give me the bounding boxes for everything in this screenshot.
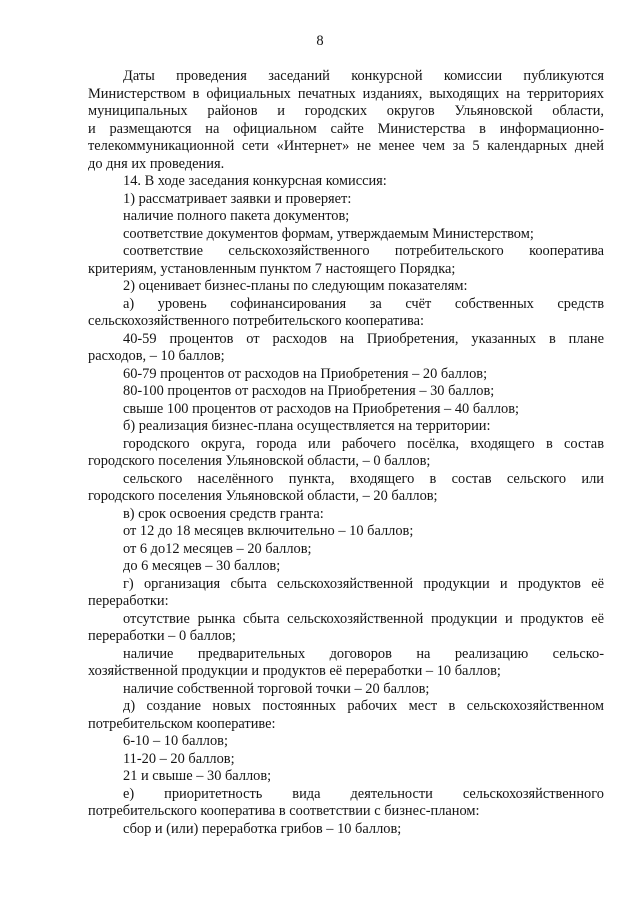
paragraph-line: г) организация сбыта сельскохозяйственной продукции и продуктов её: [123, 575, 604, 592]
paragraph-line: Даты проведения заседаний конкурсной комиссии публикуются: [123, 68, 604, 84]
paragraph-line: переработки – 0 баллов;: [88, 628, 236, 644]
paragraph: от 6 до12 месяцев – 20 баллов;: [123, 540, 312, 557]
paragraph: б) реализация бизнес-плана осуществляется на территории:: [123, 418, 491, 434]
paragraph: [88, 68, 604, 173]
paragraph: сбор и (или) переработка грибов – 10 баллов;: [123, 820, 402, 837]
paragraph: [88, 786, 604, 821]
paragraph: [88, 698, 604, 733]
paragraph-line: е) приоритетность вида деятельности сельскохозяйственного: [123, 785, 604, 802]
paragraph: 2) оценивает бизнес-планы по следующим показателям:: [123, 278, 468, 294]
paragraph-line: городского поселения Ульяновской области, – 20 баллов;: [88, 488, 438, 504]
paragraph-line: потребительского кооператива в соответствии с бизнес-планом:: [88, 803, 480, 819]
paragraph-line: и размещаются на официальном сайте Министерства в информационно-: [88, 120, 604, 137]
paragraph: 1) рассматривает заявки и проверяет:: [123, 190, 352, 207]
paragraph-line: отсутствие рынка сбыта сельскохозяйственной продукции и продуктов её: [123, 610, 604, 627]
paragraph-line: городского поселения Ульяновской области, – 0 баллов;: [88, 453, 431, 469]
paragraph-line: хозяйственной продукции и продуктов её переработки – 10 баллов;: [88, 663, 501, 679]
paragraph: свыше 100 процентов от расходов на Приобретения – 40 баллов;: [123, 400, 520, 417]
paragraph-line: сельскохозяйственного потребительского кооператива:: [88, 313, 425, 329]
paragraph-line: телекоммуникационной сети «Интернет» не менее чем за 5 календарных дней: [88, 138, 604, 154]
paragraph-line: до дня их проведения.: [88, 155, 225, 172]
paragraph: 80-100 процентов от расходов на Приобретения – 30 баллов;: [123, 383, 495, 399]
paragraph: до 6 месяцев – 30 баллов;: [123, 558, 281, 574]
paragraph-line: городского округа, города или рабочего посёлка, входящего в состав: [123, 435, 604, 452]
paragraph: 21 и свыше – 30 баллов;: [123, 768, 272, 784]
paragraph: наличие собственной торговой точки – 20 баллов;: [123, 680, 430, 697]
paragraph: 14. В ходе заседания конкурсная комиссия:: [123, 173, 387, 189]
paragraph: [88, 471, 604, 506]
paragraph-line: а) уровень софинансирования за счёт собственных средств: [123, 295, 604, 312]
document-body: [88, 68, 604, 838]
paragraph: [88, 243, 604, 278]
paragraph-line: 40-59 процентов от расходов на Приобретения, указанных в плане: [123, 330, 604, 347]
paragraph-line: переработки:: [88, 593, 169, 609]
paragraph: в) срок освоения средств гранта:: [123, 505, 324, 522]
paragraph-line: потребительском кооперативе:: [88, 715, 276, 732]
paragraph: [88, 331, 604, 366]
page-number: 8: [316, 33, 324, 49]
paragraph-line: муниципальных районов и городских округов Ульяновской области,: [88, 103, 604, 119]
paragraph: 11-20 – 20 баллов;: [123, 750, 235, 767]
paragraph-line: сельского населённого пункта, входящего в состав сельского или: [123, 470, 604, 487]
paragraph: [88, 576, 604, 611]
paragraph: [88, 646, 604, 681]
paragraph: от 12 до 18 месяцев включительно – 10 баллов;: [123, 523, 414, 539]
paragraph: 60-79 процентов от расходов на Приобретения – 20 баллов;: [123, 365, 488, 382]
paragraph: [88, 611, 604, 646]
paragraph: [88, 436, 604, 471]
paragraph: 6-10 – 10 баллов;: [123, 733, 228, 749]
paragraph-line: соответствие сельскохозяйственного потребительского кооператива: [123, 243, 604, 259]
paragraph-line: наличие предварительных договоров на реализацию сельско-: [123, 645, 604, 662]
paragraph: наличие полного пакета документов;: [123, 208, 350, 224]
paragraph: [88, 296, 604, 331]
paragraph: соответствие документов формам, утверждаемым Министерством;: [123, 225, 534, 242]
paragraph-line: Министерством в официальных печатных изданиях, выходящих на территориях: [88, 85, 604, 102]
paragraph-line: расходов, – 10 баллов;: [88, 348, 225, 364]
paragraph-line: критериям, установленным пунктом 7 настоящего Порядка;: [88, 260, 456, 277]
paragraph-line: д) создание новых постоянных рабочих мест в сельскохозяйственном: [123, 698, 604, 714]
